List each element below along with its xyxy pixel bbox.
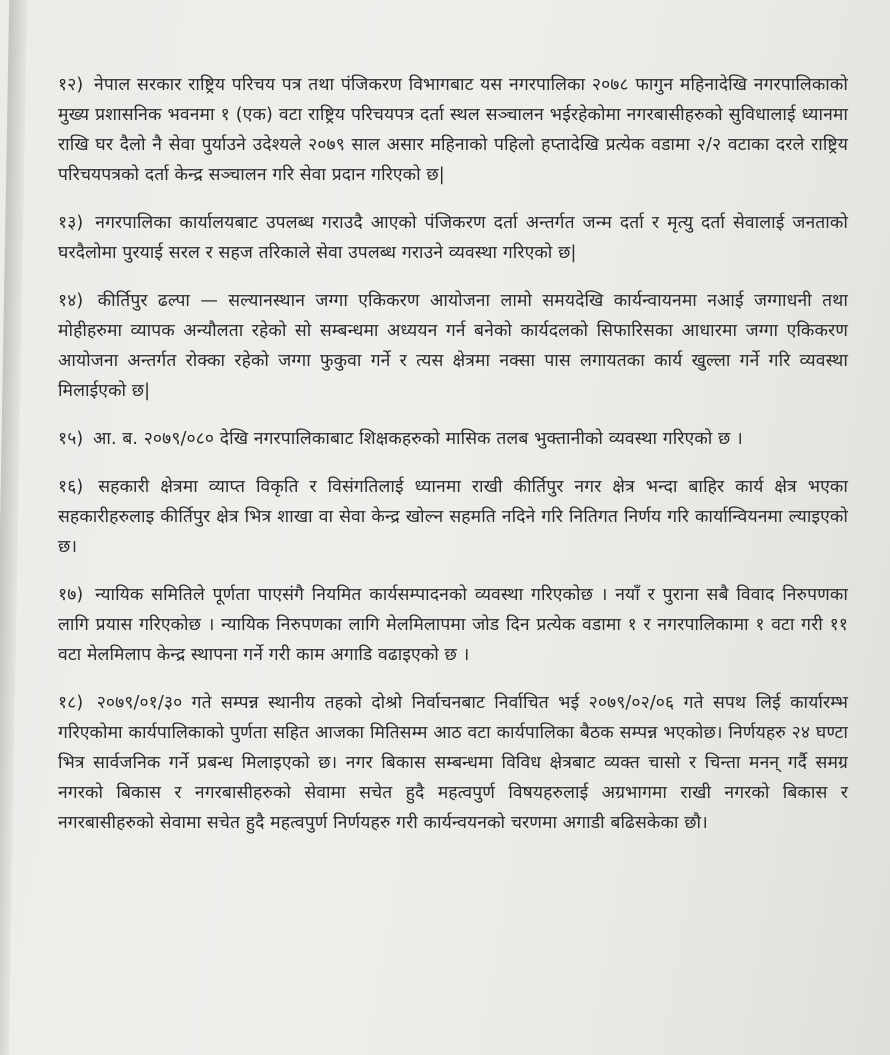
paragraph-text: सहकारी क्षेत्रमा व्याप्त विकृति र विसंगतिलाई ध्यानमा राखी कीर्तिपुर नगर क्षेत्र भन्दा बाहिर कार्य क्षेत्र भएका सहकारीहरुलाइ कीर्तिपुर क्षेत्र भित्र शाखा वा सेवा केन्द्र खोल्न सहमति नदिने गरि नितिगत निर्णय गरि कार्यान्वियनमा ल्याइएको छ। xyxy=(58,477,848,557)
paragraph-number: १५) xyxy=(58,429,84,449)
paragraph-number: १३) xyxy=(58,213,84,233)
paragraph-17 xyxy=(58,580,848,670)
paragraph-text: न्यायिक समितिले पूर्णता पाएसंगै नियमित कार्यसम्पादनको व्यवस्था गरिएकोछ । नयाँ र पुराना सबै विवाद निरुपणका लागि प्रयास गरिएकोछ । न्यायिक निरुपणका लागि मेलमिलापमा जोड दिन प्रत्येक वडामा १ र नगरपालिकामा १ वटा गरी ११ वटा मेलमिलाप केन्द्र स्थापना गर्ने गरी काम अगाडि वढाइएको छ । xyxy=(58,585,848,665)
paragraph-number: १२) xyxy=(58,75,84,95)
document-body xyxy=(58,70,848,1030)
paragraph-number: १८) xyxy=(58,693,84,713)
paragraph-14 xyxy=(58,286,848,406)
paragraph-18 xyxy=(58,688,848,838)
paragraph-number: १४) xyxy=(58,291,84,311)
paragraph-16 xyxy=(58,472,848,562)
paragraph-text: आ. ब. २०७९/०८० देखि नगरपालिकाबाट शिक्षकहरुको मासिक तलब भुक्तानीको व्यवस्था गरिएको छ । xyxy=(93,429,743,449)
paragraph-12 xyxy=(58,70,848,190)
paragraph-number: १७) xyxy=(58,585,84,605)
paragraph-15 xyxy=(58,424,848,454)
paragraph-13 xyxy=(58,208,848,268)
paragraph-number: १६) xyxy=(58,477,84,497)
paragraph-text: नेपाल सरकार राष्ट्रिय परिचय पत्र तथा पंजिकरण विभागबाट यस नगरपालिका २०७८ फागुन महिनादेखि नगरपालिकाको मुख्य प्रशासनिक भवनमा १ (एक) वटा राष्ट्रिय परिचयपत्र दर्ता स्थल सञ्चालन भईरहेकोमा नगरबासीहरुको सुविधालाई ध्यानमा राखि घर दैलो नै सेवा पुर्याउने उदेश्यले २०७९ साल असार महिनाको पहिलो हप्तादेखि प्रत्येक वडामा २/२ वटाका दरले राष्ट्रिय परिचयपत्रको दर्ता केन्द्र सञ्चालन गरि सेवा प्रदान गरिएको छ| xyxy=(58,75,848,185)
paragraph-text: नगरपालिका कार्यालयबाट उपलब्ध गराउदै आएको पंजिकरण दर्ता अन्तर्गत जन्म दर्ता र मृत्यु दर्ता सेवालाई जनताको घरदैलोमा पुरयाई सरल र सहज तरिकाले सेवा उपलब्ध गराउने व्यवस्था गरिएको छ| xyxy=(58,213,848,263)
paragraph-text: २०७९/०१/३० गते सम्पन्न स्थानीय तहको दोश्रो निर्वाचनबाट निर्वाचित भई २०७९/०२/०६ गते सपथ लिई कार्यारम्भ गरिएकोमा कार्यपालिकाको पुर्णता सहित आजका मितिसम्म आठ वटा कार्यपालिका बैठक सम्पन्न भएकोछ। निर्णयहरु २४ घण्टा भित्र सार्वजनिक गर्ने प्रबन्ध मिलाइएको छ। नगर बिकास सम्बन्धमा विविध क्षेत्रबाट व्यक्त चासो र चिन्ता मनन् गर्दै समग्र नगरको बिकास र नगरबासीहरुको सेवामा सचेत हुदै महत्वपुर्ण विषयहरुलाई अग्रभागमा राखी नगरको बिकास र नगरबासीहरुको सेवामा सचेत हुदै महत्वपुर्ण निर्णयहरु गरी कार्यन्वयनको चरणमा अगाडी बढिसकेका छौ। xyxy=(58,693,848,833)
paragraph-text: कीर्तिपुर ढल्पा — सल्यानस्थान जग्गा एकिकरण आयोजना लामो समयदेखि कार्यन्वायनमा नआई जग्गाधनी तथा मोहीहरुमा व्यापक अन्यौलता रहेको सो सम्बन्धमा अध्ययन गर्न बनेको कार्यदलको सिफारिसका आधारमा जग्गा एकिकरण आयोजना अन्तर्गत रोक्का रहेको जग्गा फुकुवा गर्ने र त्यस क्षेत्रमा नक्सा पास लगायतका कार्य खुल्ला गर्ने गरि व्यवस्था मिलाईएको छ| xyxy=(58,291,848,401)
